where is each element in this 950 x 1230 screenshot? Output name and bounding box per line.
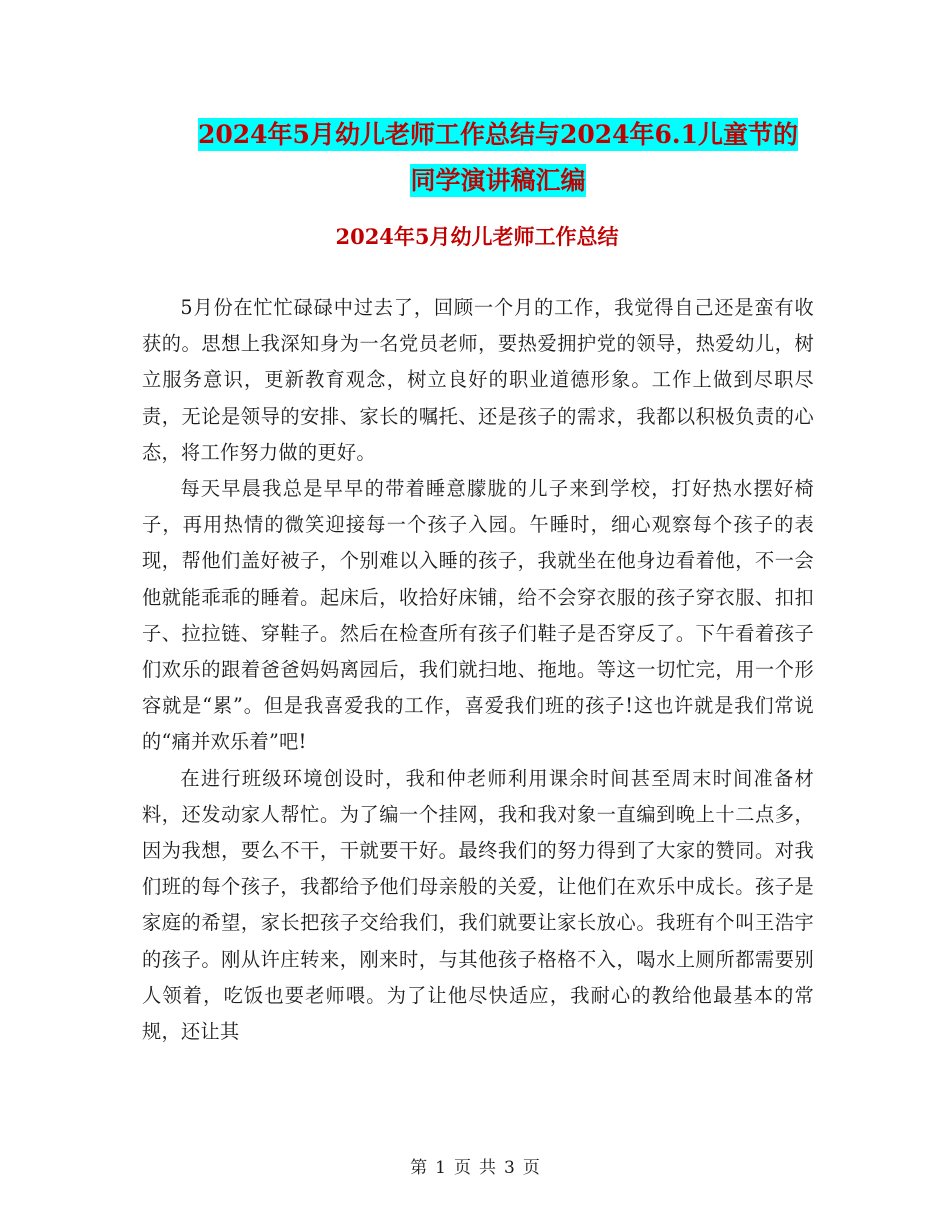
document-title-line-2: 同学演讲稿汇编 (410, 166, 586, 195)
section-title: 2024年5月幼儿老师工作总结 (335, 224, 619, 249)
paragraph-1: 5月份在忙忙碌碌中过去了，回顾一个月的工作，我觉得自己还是蛮有收获的。思想上我深知身为一名党员老师，要热爱拥护党的领导，热爱幼儿，树立服务意识，更新教育观念，树立良好的职业道德形象。工作上做到尽职尽责，无论是领导的安排、家长的嘱托、还是孩子的需求，我都以积极负责的心态，将工作努力做的更好。 (142, 296, 814, 464)
document-title-line-1: 2024年5月幼儿老师工作总结与2024年6.1儿童节的 (197, 120, 799, 149)
paragraph-2: 每天早晨我总是早早的带着睡意朦胧的儿子来到学校，打好热水摆好椅子，再用热情的微笑迎接每一个孩子入园。午睡时，细心观察每个孩子的表现，帮他们盖好被子，个别难以入睡的孩子，我就坐在他身边看着他，不一会他就能乖乖的睡着。起床后，收拾好床铺，给不会穿衣服的孩子穿衣服、扣扣子、拉拉链、穿鞋子。然后在检查所有孩子们鞋子是否穿反了。下午看着孩子们欢乐的跟着爸爸妈妈离园后，我们就扫地、拖地。等这一切忙完，用一个形容就是“累”。但是我喜爱我的工作，喜爱我们班的孩子!这也许就是我们常说的“痛并欢乐着”吧! (142, 477, 814, 754)
footer-label-unit: 页 (454, 1158, 471, 1178)
page-footer (0, 1153, 950, 1178)
footer-label-unit-2: 页 (522, 1158, 540, 1178)
footer-current-page: 1 (435, 1158, 446, 1178)
document-title (140, 112, 856, 204)
footer-total-pages: 3 (504, 1158, 515, 1178)
body-text (142, 290, 814, 1050)
footer-label-total: 共 (479, 1158, 496, 1178)
footer-label-page: 第 (410, 1158, 428, 1178)
paragraph-3: 在进行班级环境创设时，我和仲老师利用课余时间甚至周末时间准备材料，还发动家人帮忙。为了编一个挂网，我和我对象一直编到晚上十二点多，因为我想，要么不干，干就要干好。最终我们的努力得到了大家的赞同。对我们班的每个孩子，我都给予他们母亲般的关爱，让他们在欢乐中成长。孩子是家庭的希望，家长把孩子交给我们，我们就要让家长放心。我班有个叫王浩宇的孩子。刚从许庄转来，刚来时，与其他孩子格格不入，喝水上厕所都需要别人领着，吃饭也要老师喂。为了让他尽快适应，我耐心的教给他最基本的常规，还让其 (142, 766, 814, 1044)
